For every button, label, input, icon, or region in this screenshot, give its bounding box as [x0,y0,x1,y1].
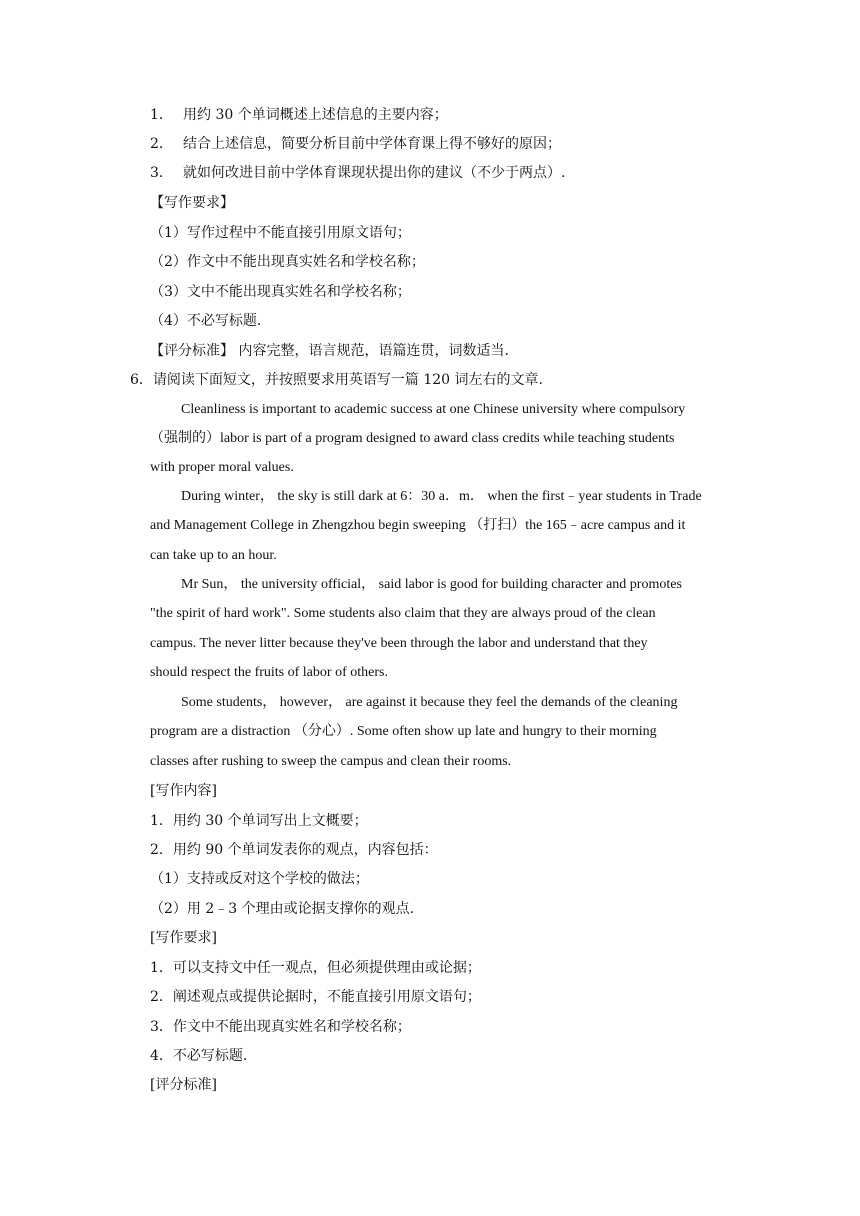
passage-line: Some students， however， are against it because they feel the demands of the cleaning [181,695,678,710]
list-item: 2． 结合上述信息，简要分析目前中学体育课上得不够好的原因； [150,136,561,152]
passage-line: can take up to an hour. [150,548,277,563]
passage-line: Cleanliness is important to academic success at one Chinese university where compulsory [181,402,686,417]
requirement-item: 2．阐述观点或提供论据时，不能直接引用原文语句； [150,989,481,1005]
passage-line: should respect the fruits of labor of others. [150,665,388,680]
passage-line: classes after rushing to sweep the campus and clean their rooms. [150,754,512,769]
requirement-item: 4．不必写标题. [150,1048,248,1064]
content-item: （1）支持或反对这个学校的做法； [150,871,369,887]
scoring-heading-2: [评分标准] [150,1077,217,1093]
content-item: （2）用 2﹣3 个理由或论据支撑你的观点. [150,901,415,917]
scoring-criteria [150,341,509,361]
passage-line: campus. The never litter because they've been through the labor and understand that they [150,636,648,651]
content-item: 2．用约 90 个单词发表你的观点，内容包括： [150,842,438,858]
passage-line: and Management College in Zhengzhou begin sweeping （打扫）the 165﹣acre campus and it [150,518,686,533]
requirement-item: （1）写作过程中不能直接引用原文语句； [150,225,411,241]
list-item: 1． 用约 30 个单词概述上述信息的主要内容； [150,107,448,123]
scoring-label: 【评分标准】 [150,343,234,359]
requirement-item: 1．可以支持文中任一观点，但必须提供理由或论据； [150,960,481,976]
passage-line: with proper moral values. [150,460,294,475]
passage-line: program are a distraction （分心）. Some often show up late and hungry to their morning [150,724,657,739]
question-6-title: 6．请阅读下面短文，并按照要求用英语写一篇 120 词左右的文章. [130,372,543,388]
requirements-heading-2: [写作要求] [150,930,217,946]
passage-line: During winter， the sky is still dark at 6：30 a．m． when the first﹣year students in Trade [181,489,702,504]
requirement-item: （4）不必写标题. [150,313,262,329]
requirements-heading: 【写作要求】 [150,195,234,211]
scoring-text: 内容完整，语言规范，语篇连贯，词数适当. [234,343,509,359]
requirement-item: 3．作文中不能出现真实姓名和学校名称； [150,1019,411,1035]
requirement-item: （3）文中不能出现真实姓名和学校名称； [150,284,411,300]
passage-line: Mr Sun， the university official， said labor is good for building character and promotes [181,577,682,592]
requirement-item: （2）作文中不能出现真实姓名和学校名称； [150,254,425,270]
content-heading: [写作内容] [150,783,217,799]
passage-line: （强制的）labor is part of a program designed to award class credits while teaching students [150,431,675,446]
passage-line: "the spirit of hard work". Some students also claim that they are always proud of the clean [150,606,656,621]
list-item: 3． 就如何改进目前中学体育课现状提出你的建议（不少于两点）. [150,165,566,181]
content-item: 1．用约 30 个单词写出上文概要； [150,813,368,829]
